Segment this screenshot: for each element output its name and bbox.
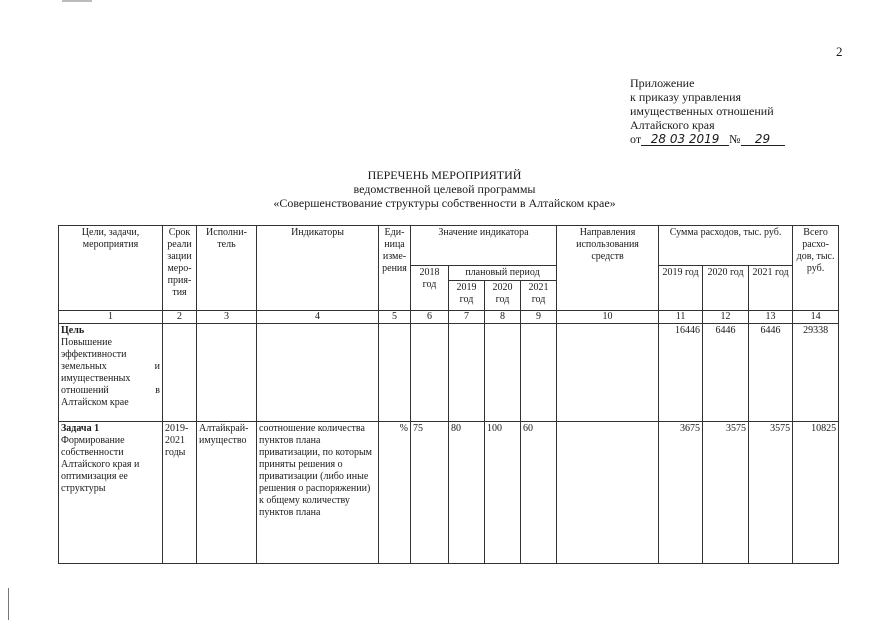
col-number: 8 [485,311,521,324]
task-v2019: 80 [449,422,485,564]
goal-v2019 [449,324,485,422]
title-line-3: «Совершенствование структуры собственности в Алтайском крае» [273,196,616,210]
appendix-line-3: имущественных отношений [630,104,774,118]
header-term: Срок реали зации меро- прия- тия [163,226,197,311]
col-number: 9 [521,311,557,324]
title-line-2: ведомственной целевой программы [353,182,536,196]
task-v2020: 100 [485,422,521,564]
goal-text: Повышение эффективности земельных и имущественных отношений в Алтайском крае [61,337,160,408]
scan-artifact-top [62,0,92,2]
goal-sum-2020: 6446 [703,324,749,422]
task-v2018: 75 [411,422,449,564]
goal-term [163,324,197,422]
measures-table [58,225,839,564]
header-unit: Еди- ница изме- рения [379,226,411,311]
document-title [0,168,889,210]
task-cell [59,422,163,564]
col-number: 2 [163,311,197,324]
scan-artifact-left [8,588,9,620]
task-total: 10825 [793,422,839,564]
goal-executor [197,324,257,422]
col-number: 12 [703,311,749,324]
header-sum-2021: 2021 год [749,266,793,311]
goal-unit [379,324,411,422]
col-number: 7 [449,311,485,324]
col-number: 10 [557,311,659,324]
col-number: 3 [197,311,257,324]
col-number: 11 [659,311,703,324]
appendix-line-1: Приложение [630,76,695,90]
col-number: 6 [411,311,449,324]
task-term: 2019-2021 годы [163,422,197,564]
col-number: 14 [793,311,839,324]
handwritten-date: 28 03 2019 [641,133,729,146]
task-directions [557,422,659,564]
appendix-date-line [630,132,785,146]
goal-sum-2021: 6446 [749,324,793,422]
header-plan-2019: 2019 год [449,281,485,311]
goal-v2020 [485,324,521,422]
goal-indicator [257,324,379,422]
task-sum-2021: 3575 [749,422,793,564]
handwritten-number: 29 [741,133,785,146]
number-prefix: № [729,132,741,146]
appendix-line-2: к приказу управления [630,90,742,104]
date-prefix: от [630,132,642,146]
header-goals: Цели, задачи, мероприятия [59,226,163,311]
task-indicator: соотношение количества пунктов плана приватизации, по которым приняты решения о приватизации (либо иные решения о распоряжении) к общему количеству пунктов плана [257,422,379,564]
task-text: Формирование собственности Алтайского края и оптимизация ее структуры [61,435,140,494]
col-number: 5 [379,311,411,324]
header-plan-2020: 2020 год [485,281,521,311]
task-unit: % [379,422,411,564]
header-indicators: Индикаторы [257,226,379,311]
goal-directions [557,324,659,422]
header-total: Всего расхо- дов, тыс. руб. [793,226,839,311]
title-line-1: ПЕРЕЧЕНЬ МЕРОПРИЯТИЙ [367,168,522,182]
goal-sum-2019: 16446 [659,324,703,422]
task-sum-2020: 3575 [703,422,749,564]
header-sum-2020: 2020 год [703,266,749,311]
goal-cell [59,324,163,422]
header-plan-period: плановый период [449,266,557,281]
header-directions: Направления использования средств [557,226,659,311]
col-number: 1 [59,311,163,324]
task-label: Задача 1 [61,423,100,434]
task-v2021: 60 [521,422,557,564]
goal-v2018 [411,324,449,422]
appendix-block [630,76,785,146]
header-executor: Исполни- тель [197,226,257,311]
appendix-line-4: Алтайского края [630,118,715,132]
header-2018: 2018 год [411,266,449,311]
goal-label: Цель [61,325,85,336]
page-number: 2 [836,44,843,59]
task-executor: Алтайкрай-имущество [197,422,257,564]
header-sum: Сумма расходов, тыс. руб. [659,226,793,266]
header-sum-2019: 2019 год [659,266,703,311]
col-number: 4 [257,311,379,324]
col-number: 13 [749,311,793,324]
header-indicator-value: Значение индикатора [411,226,557,266]
goal-v2021 [521,324,557,422]
task-sum-2019: 3675 [659,422,703,564]
header-plan-2021: 2021 год [521,281,557,311]
goal-total: 29338 [793,324,839,422]
